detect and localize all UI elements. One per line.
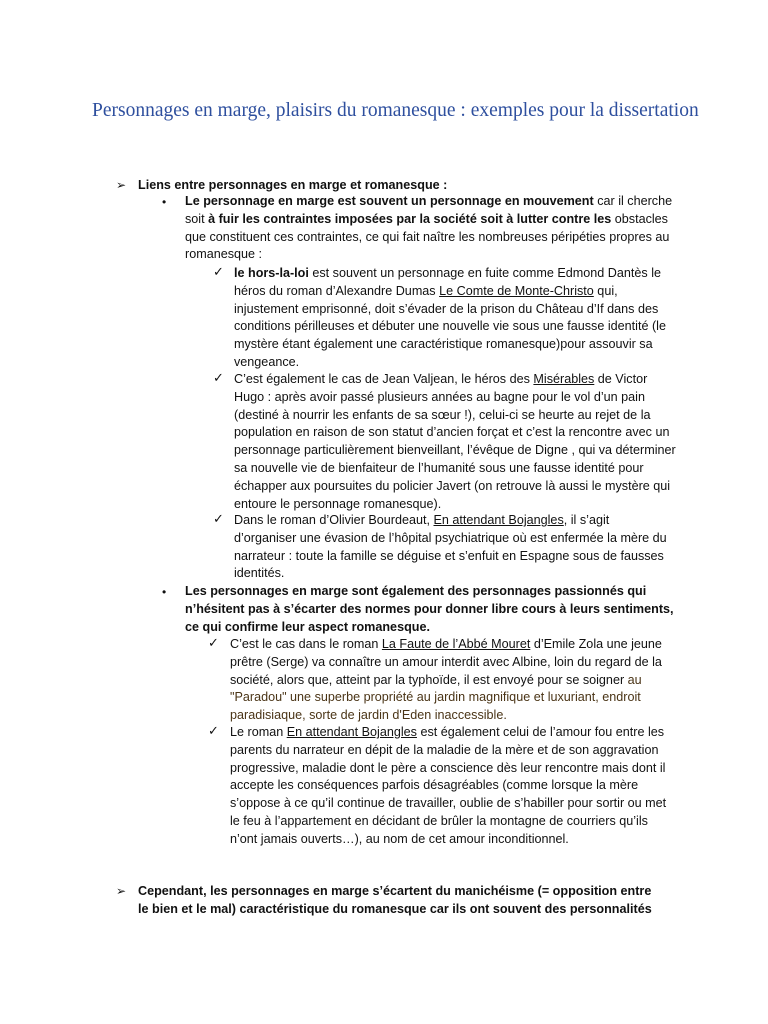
book-title: En attendant Bojangles <box>433 513 564 527</box>
bold-text: Les personnages en marge sont également des personnages passionnés qui n’hésitent pas à s’écarter des normes pour donner libre cours à leurs sentiments, ce qui confirme leur aspect romanesque. <box>185 584 674 634</box>
text: car il cherche soit <box>185 194 673 226</box>
text: C’est également le cas de Jean Valjean, le héros des <box>234 372 534 386</box>
book-title: En attendant Bojangles <box>286 725 417 739</box>
round-bullet-icon: • <box>162 585 167 599</box>
check-paragraph-1 <box>234 265 672 372</box>
book-title: La Faute de l’Abbé Mouret <box>381 637 531 651</box>
text: Le roman <box>230 725 287 739</box>
checkmark-icon: ✓ <box>208 723 219 738</box>
bold-text: le hors-la-loi <box>234 266 309 280</box>
checkmark-icon: ✓ <box>213 511 224 526</box>
text: de Victor Hugo : après avoir passé plusieurs années au bagne pour le vol d’un pain (destiné à nourrir les enfants de sa sœur !), celui-ci se heurte au rejet de la population en raison de son statut d’ancien forçat et c’est la rencontre avec un personnage particulièrement bienveillant, l’évêque de Digne , qui va déterminer sa nouvelle vie de bienfaiteur de l’humanité sous une fausse identité pour échapper aux poursuites du policier Javert (on retrouve là aussi le mystère qui entoure le personnage romanesque). <box>234 372 676 511</box>
checkmark-icon: ✓ <box>213 264 224 279</box>
text: qui, injustement emprisonné, doit s’évader de la prison du Château d’If dans des conditions périlleuses et débuter une nouvelle vie sous une fausse identité (le mystère étant également une caractéristique romanesque)pour assouvir sa vengeance. <box>234 283 666 369</box>
section-heading-2-text: Cependant, les personnages en marge s’écartent du manichéisme (= opposition entre le bien et le mal) caractéristique du romanesque car ils ont souvent des personnalités <box>138 884 652 916</box>
check-paragraph-5 <box>230 724 676 849</box>
section-heading-2 <box>138 883 662 919</box>
round-bullet-icon: • <box>162 195 167 209</box>
section-heading-1-text: Liens entre personnages en marge et romanesque : <box>138 178 448 192</box>
text: d’Emile Zola une jeune prêtre (Serge) va connaître un amour interdit avec Albine, loin du regard de la société, alors que, atteint par la typhoïde, il est envoyé pour se soigner <box>230 637 662 687</box>
book-title: Le Comte de Monte-Christo <box>439 283 594 298</box>
bold-text: à fuir les contraintes imposées par la société soit à lutter contre les <box>208 211 612 226</box>
checkmark-icon: ✓ <box>208 635 219 650</box>
text: obstacles que constituent ces contraintes, ce qui fait naître les nombreuses péripéties propres au romanesque : <box>185 211 670 262</box>
text: C’est le cas dans le roman <box>230 637 382 651</box>
book-title: Misérables <box>533 372 595 386</box>
bullet-paragraph-2 <box>185 583 679 636</box>
text: est souvent un personnage en fuite comme Edmond Dantès le héros du roman d’Alexandre Dumas <box>234 266 662 298</box>
check-paragraph-2 <box>234 371 676 513</box>
arrow-bullet-icon: ➢ <box>116 884 127 898</box>
checkmark-icon: ✓ <box>213 370 224 385</box>
text: est également celui de l’amour fou entre les parents du narrateur en dépit de la maladie de la mère et de son aggravation progressive, maladie dont le père a conscience dès leur rencontre mais dont il accepte les conséquences parfois désagréables (comme lorsque la mère s’oppose à ce qu’il continue de travailler, oublie de s’habiller pour sortir ou met le feu à l’appartement en décidant de brûler la montagne de courriers qu’ils n’ont jamais ouverts…), au nom de cet amour inconditionnel. <box>230 725 667 846</box>
check-paragraph-3 <box>234 512 670 583</box>
text: , il s’agit d’organiser une évasion de l’hôpital psychiatrique où est enfermée la mère du narrateur : toute la famille se déguise et s’enfuit en Espagne sous de fausses identités. <box>234 513 667 581</box>
arrow-bullet-icon: ➢ <box>116 178 127 192</box>
check-paragraph-4 <box>230 636 678 725</box>
brown-text: au "Paradou" une superbe propriété au jardin magnifique et luxuriant, endroit paradisiaque, sorte de jardin d'Eden inaccessible. <box>230 672 642 723</box>
page-title: Personnages en marge, plaisirs du romanesque : exemples pour la dissertation <box>92 100 699 121</box>
bullet-paragraph-1 <box>185 193 681 264</box>
text: Dans le roman d’Olivier Bourdeaut, <box>234 513 434 527</box>
bold-text: Le personnage en marge est souvent un personnage en mouvement <box>185 194 594 208</box>
